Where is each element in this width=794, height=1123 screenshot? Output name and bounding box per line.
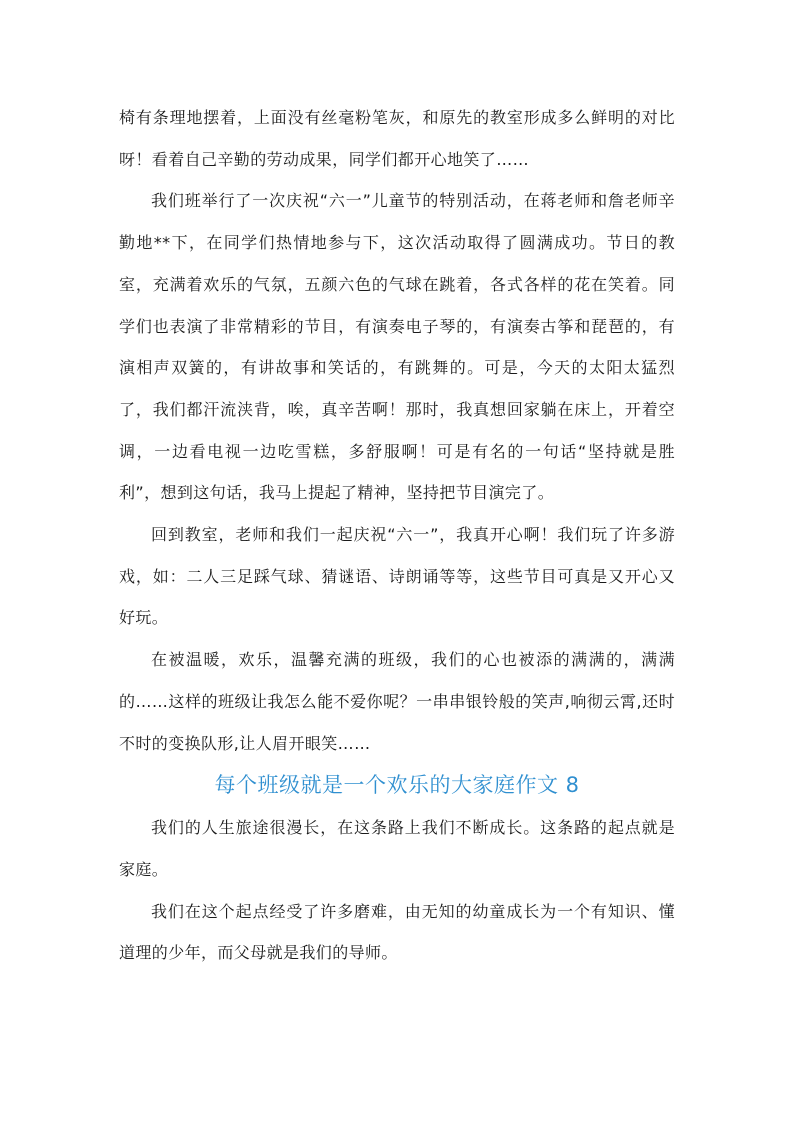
paragraph-warm-class: 在被温暖，欢乐，温馨充满的班级，我们的心也被添的满满的，满满的……这样的班级让我怎么能不爱你呢？一串串银铃般的笑声,响彻云霄,还时不时的变换队形,让人眉开眼笑…… xyxy=(119,650,675,753)
paragraph-life-journey: 我们的人生旅途很漫长，在这条路上我们不断成长。这条路的起点就是家庭。 xyxy=(119,818,675,879)
essay-heading: 每个班级就是一个欢乐的大家庭作文 8 xyxy=(214,773,580,798)
paragraph-back-to-classroom: 回到教室，老师和我们一起庆祝“六一”，我真开心啊！我们玩了许多游戏，如：二人三足踩气球、猜谜语、诗朗诵等等，这些节目可真是又开心又好玩。 xyxy=(119,525,675,628)
paragraph-childrens-day-event: 我们班举行了一次庆祝“六一”儿童节的特别活动，在蒋老师和詹老师辛勤地**下，在同学们热情地参与下，这次活动取得了圆满成功。节日的教室，充满着欢乐的气氛，五颜六色的气球在跳着，各式各样的花在笑着。同学们也表演了非常精彩的节目，有演奏电子琴的，有演奏古筝和琵琶的，有演相声双簧的，有讲故事和笑话的，有跳舞的。可是，今天的太阳太猛烈了，我们都汗流浃背，唉，真辛苦啊！那时，我真想回家躺在床上，开着空调，一边看电视一边吃雪糕，多舒服啊！可是有名的一句话“坚持就是胜利”，想到这句话，我马上提起了精神，坚持把节目演完了。 xyxy=(119,191,675,503)
document-body xyxy=(119,97,675,974)
paragraph-parents-mentors: 我们在这个起点经受了许多磨难，由无知的幼童成长为一个有知识、懂道理的少年，而父母就是我们的导师。 xyxy=(119,901,675,963)
paragraph-classroom-cleanup: 椅有条理地摆着，上面没有丝毫粉笔灰，和原先的教室形成多么鲜明的对比呀！看着自己辛勤的劳动成果，同学们都开心地笑了…… xyxy=(119,108,675,169)
